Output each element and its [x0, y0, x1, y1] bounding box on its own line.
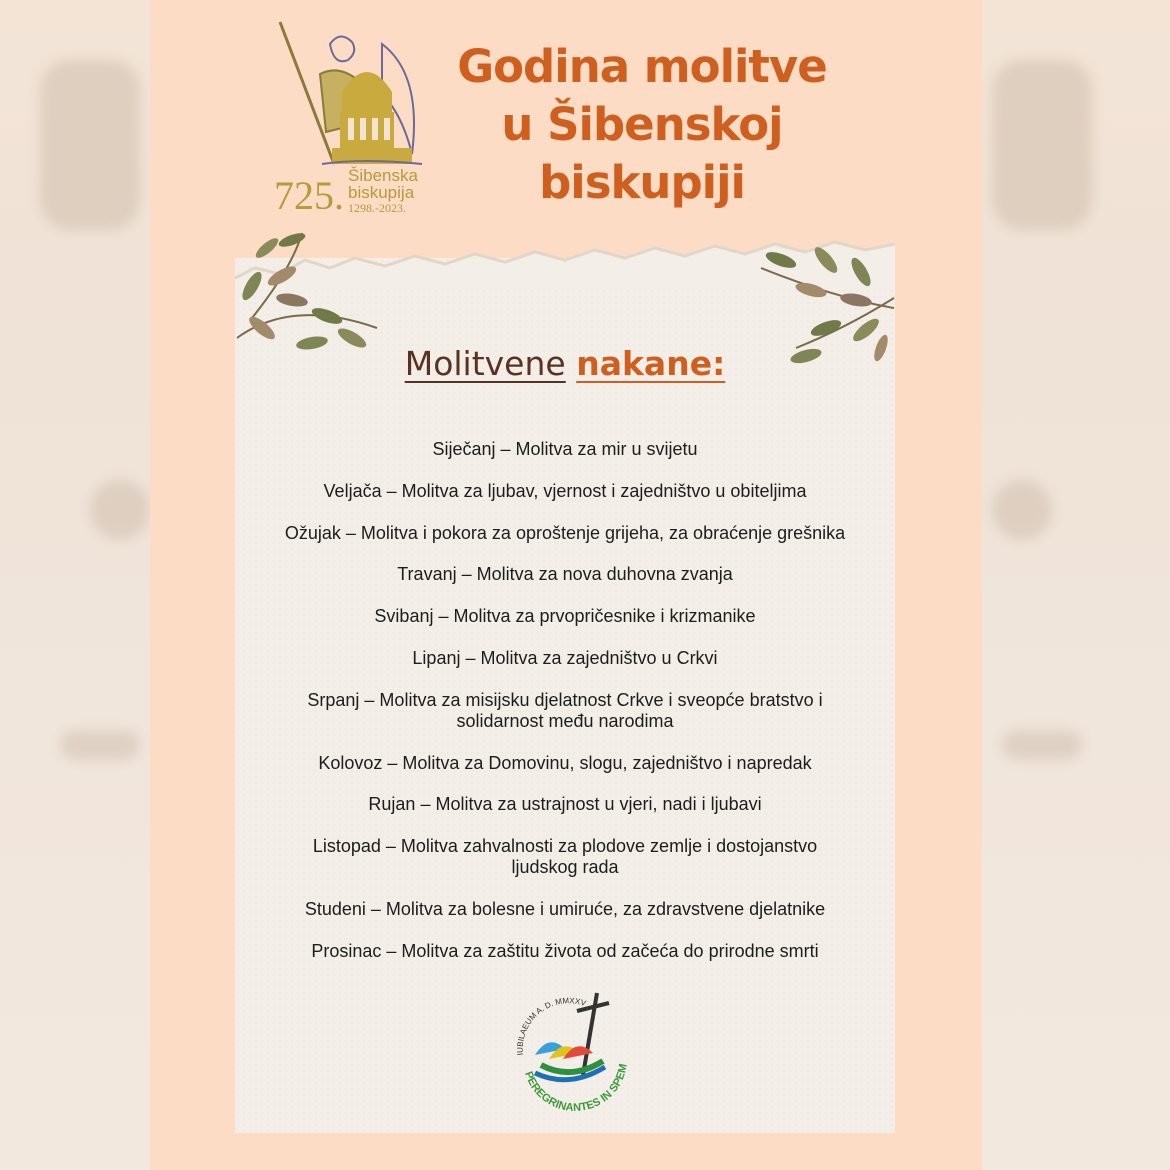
- jubilee-arc-top: IUBILAEUM A. D. MMXXV: [515, 996, 588, 1056]
- list-item: Rujan – Molitva za ustrajnost u vjeri, nadi i ljubavi: [368, 794, 762, 815]
- logo-line2: biskupija: [348, 183, 415, 202]
- list-item: Srpanj – Molitva za misijsku djelatnost Crkve i sveopće bratstvo i solidarnost među narodima: [307, 689, 823, 731]
- section-heading: [235, 344, 895, 383]
- intentions-list: [235, 439, 895, 983]
- title-line3: biskupiji: [539, 156, 745, 209]
- title-line1: Godina molitve: [457, 40, 827, 93]
- logo-number: 725.: [274, 173, 344, 218]
- jubilee-logo-icon: [505, 985, 635, 1115]
- logo-years: 1298.-2023.: [348, 201, 406, 215]
- logo-line1: Šibenska: [348, 166, 418, 185]
- blurred-left-band: [0, 0, 150, 1170]
- heading-part1: Molitvene: [404, 344, 566, 383]
- list-item: Kolovoz – Molitva za Domovinu, slogu, zajedništvo i napredak: [318, 752, 812, 773]
- heading-part2: nakane:: [576, 344, 726, 383]
- poster: [150, 0, 982, 1170]
- jubilee-arc-bottom: PEREGRINANTES IN SPEM: [522, 1062, 630, 1115]
- list-item: Studeni – Molitva za bolesne i umiruće, za zdravstvene djelatnike: [304, 898, 826, 919]
- left-leaves-icon: [232, 228, 382, 363]
- list-item: Prosinac – Molitva za zaštitu života od začeća do prirodne smrti: [311, 940, 819, 961]
- page-title: [426, 38, 858, 212]
- list-item: Lipanj – Molitva za zajedništvo u Crkvi: [412, 647, 718, 668]
- list-item: Svibanj – Molitva za prvopričesnike i krizmanike: [374, 606, 756, 627]
- list-item: Ožujak – Molitva i pokora za oproštenje grijeha, za obraćenje grešnika: [284, 522, 846, 543]
- blurred-right-band: [982, 0, 1170, 1170]
- list-item: Travanj – Molitva za nova duhovna zvanja: [397, 564, 733, 585]
- list-item: Veljača – Molitva za ljubav, vjernost i zajedništvo u obiteljima: [323, 480, 807, 501]
- list-item: Siječanj – Molitva za mir u svijetu: [432, 439, 698, 459]
- title-line2: u Šibenskoj: [501, 98, 783, 151]
- list-item: Listopad – Molitva zahvalnosti za plodove zemlje i dostojanstvo ljudskog rada: [312, 836, 818, 878]
